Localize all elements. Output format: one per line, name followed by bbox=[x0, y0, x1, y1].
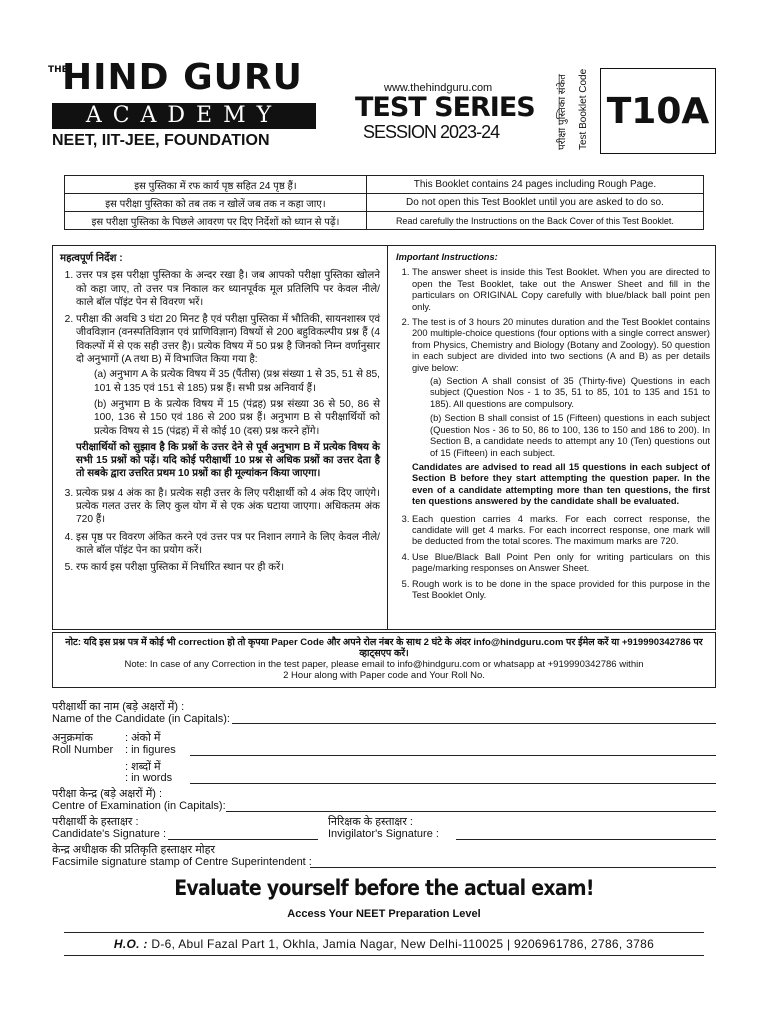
roll-label-hindi: अनुक्रमांक bbox=[52, 732, 93, 744]
logo-academy-text: ACADEMY bbox=[52, 103, 316, 129]
name-field[interactable] bbox=[232, 723, 716, 724]
english-item-4: 4. Use Blue/Black Ball Point Pen only for writing particulars on this page/marking responses on Answer Sheet. bbox=[412, 552, 710, 575]
series-title: TEST SERIES bbox=[355, 92, 535, 123]
candidate-signature-field[interactable] bbox=[168, 839, 318, 840]
address-text: D-6, Abul Fazal Part 1, Okhla, Jamia Nagar, New Delhi-110025 | 9206961786, 2786, 3786 bbox=[147, 937, 655, 951]
head-office-address bbox=[0, 937, 768, 951]
notice-en: This Booklet contains 24 pages including Rough Page. bbox=[366, 176, 703, 194]
centre-label: Centre of Examination (in Capitals): bbox=[52, 800, 226, 812]
english-instructions bbox=[396, 252, 710, 605]
notice-hi: इस परीक्षा पुस्तिका को तब तक न खोलें जब तक न कहा जाए। bbox=[65, 194, 367, 212]
english-item-5: 5. Rough work is to be done in the space provided for this purpose in the Test Booklet Only. bbox=[412, 579, 710, 602]
english-item-2b: (b) Section B shall consist of 15 (Fifteen) questions in each subject (Question Nos - 36 to 50, 86 to 100, 136 to 150 and 186 to 200). In Section B, a candidate needs to attempt any 10 (Ten) questions out of 15 (Fifteen) in each subject. bbox=[430, 413, 710, 458]
booklet-code-label-hindi: परीक्षा पुस्तिका संकेत bbox=[557, 74, 568, 150]
notice-row bbox=[65, 194, 704, 212]
centre-field[interactable] bbox=[226, 811, 716, 812]
invigilator-signature-label-hindi: निरिक्षक के हस्ताक्षर : bbox=[328, 816, 413, 828]
hindi-item-3: 3. प्रत्येक प्रश्न 4 अंक का है। प्रत्येक सही उत्तर के लिए परीक्षार्थी को 4 अंक दिए जाएंगे। प्रत्येक गलत उत्तर के लिए कुल योग में से एक अंक घटाया जाएगा। अधिकतम अंक 720 हैं। bbox=[76, 487, 380, 527]
ho-label: H.O. : bbox=[113, 937, 148, 951]
notice-en: Read carefully the Instructions on the Back Cover of this Test Booklet. bbox=[366, 212, 703, 230]
invigilator-signature-label: Invigilator's Signature : bbox=[328, 828, 439, 840]
footer-rule-bottom bbox=[64, 955, 704, 956]
figures-label-hindi: : अंको में bbox=[125, 732, 161, 744]
note-hindi: नोट: यदि इस प्रश्न पत्र में कोई भी correction हो तो कृपया Paper Code और अपने रोल नंबर के साथ 2 घंटे के अंदर info@hindguru.com पर ईमेल करें या +919990342786 पर व्हाट्सएप करें। bbox=[65, 637, 703, 659]
notice-hi: इस परीक्षा पुस्तिका के पिछले आवरण पर दिए निर्देशों को ध्यान से पढ़ें। bbox=[65, 212, 367, 230]
footer-rule-top bbox=[64, 932, 704, 933]
correction-note bbox=[52, 632, 716, 688]
note-english-line2: 2 Hour along with Paper code and Your Roll No. bbox=[283, 670, 485, 681]
logo-subtitle: NEET, IIT-JEE, FOUNDATION bbox=[52, 132, 270, 149]
stamp-label-hindi: केन्द्र अधीक्षक की प्रतिकृति हस्ताक्षर मोहर bbox=[52, 844, 215, 856]
notice-hi: इस पुस्तिका में रफ कार्य पृष्ठ सहित 24 पृष्ठ हैं। bbox=[65, 176, 367, 194]
centre-label-hindi: परीक्षा केन्द्र (बड़े अक्षरों में) : bbox=[52, 788, 163, 800]
candidate-signature-label-hindi: परीक्षार्थी के हस्ताक्षर : bbox=[52, 816, 139, 828]
invigilator-signature-field[interactable] bbox=[456, 839, 716, 840]
english-item-1: 1. The answer sheet is inside this Test Booklet. When you are directed to open the Test Booklet, take out the Answer Sheet and fill in the particulars on ORIGINAL Copy carefully with blue/black ball point pen only. bbox=[412, 267, 710, 313]
logo-the-text: THE bbox=[48, 65, 68, 75]
booklet-code-label-english: Test Booklet Code bbox=[578, 68, 589, 150]
stamp-field[interactable] bbox=[310, 867, 716, 868]
roll-words-field[interactable] bbox=[190, 783, 716, 784]
words-label: : in words bbox=[125, 772, 173, 784]
hindi-item-1: 1. उत्तर पत्र इस परीक्षा पुस्तिका के अन्दर रखा है। जब आपको परीक्षा पुस्तिका खोलने को कहा जाए, तो उत्तर पत्र निकाल कर ध्यानपूर्वक मूल प्रतिलिपि पर केवल नीले/काले बॉल पॉइंट पेन से विवरण भरें। bbox=[76, 269, 380, 309]
figures-label: : in figures bbox=[125, 744, 176, 756]
website-link[interactable]: www.thehindguru.com bbox=[384, 82, 493, 94]
english-item-2-text: The test is of 3 hours 20 minutes duration and the Test Booklet contains 200 multiple-choice questions (four options with a single correct answer) from Physics, Chemistry and Biology (Botany and Zoology). 50 question in each subject are divided into two sections (A and B) as per details give below: bbox=[412, 317, 710, 373]
stamp-label: Facsimile signature stamp of Centre Superintendent : bbox=[52, 856, 312, 868]
roll-label: Roll Number bbox=[52, 744, 114, 756]
logo-main-text: HIND GURU bbox=[62, 57, 303, 98]
hindi-item-2a: (a) अनुभाग A के प्रत्येक विषय में 35 (पैंतीस) (प्रश्न संख्या 1 से 35, 51 से 85, 101 से 135 एवं 151 से 185) प्रश्न हैं। सभी प्रश्न अनिवार्य हैं। bbox=[94, 369, 380, 394]
booklet-code: T10A bbox=[600, 68, 716, 154]
roll-figures-field[interactable] bbox=[190, 755, 716, 756]
session-label: SESSION 2023-24 bbox=[363, 122, 500, 142]
english-heading: Important Instructions: bbox=[396, 252, 498, 262]
notice-row bbox=[65, 176, 704, 194]
tagline: Evaluate yourself before the actual exam! bbox=[174, 876, 594, 900]
hindi-instructions bbox=[60, 252, 380, 579]
hindi-item-2-text: परीक्षा की अवधि 3 घंटा 20 मिनट है एवं परीक्षा पुस्तिका में भौतिकी, सायनशास्त्र एवं जीवविज्ञान (वनस्पतिविज्ञान एवं प्राणिविज्ञान) विषयों से 200 बहुविकल्पीय प्रश्न हैं (4 विकल्पों में से एक सही उत्तर है)। प्रत्येक विषय में 50 प्रश्न है जिनको निम्न वर्णानुसार दो अनुभागों (A तथा B) में विभाजित किया गया है: bbox=[76, 314, 380, 366]
english-item-3: 3. Each question carries 4 marks. For each correct response, the candidate will get 4 marks. For each incorrect response, one mark will be deducted from the total scores. The maximum marks are 720. bbox=[412, 514, 710, 548]
english-advice: Candidates are advised to read all 15 questions in each subject of Section B before they start attempting the question paper. In the even of a candidate attempting more than ten questions, the first ten questions answered by the candidate shall be evaluated. bbox=[412, 461, 710, 507]
english-item-2 bbox=[412, 317, 710, 508]
name-label-hindi: परीक्षार्थी का नाम (बड़े अक्षरों में) : bbox=[52, 701, 185, 713]
notice-row bbox=[65, 212, 704, 230]
tagline-subtitle: Access Your NEET Preparation Level bbox=[287, 908, 481, 920]
hindi-item-5: 5. रफ कार्य इस परीक्षा पुस्तिका में निर्धारित स्थान पर ही करें। bbox=[76, 561, 380, 574]
hindi-item-2 bbox=[76, 313, 380, 481]
notice-en: Do not open this Test Booklet until you are asked to do so. bbox=[366, 194, 703, 212]
candidate-signature-label: Candidate's Signature : bbox=[52, 828, 167, 840]
hindi-item-2b: (b) अनुभाग B के प्रत्येक विषय में 15 (पंद्रह) प्रश्न संख्या 36 से 50, 86 से 100, 136 से 150 एवं 186 से 200 प्रश्न हैं। अनुभाग B से परीक्षार्थियों को प्रत्येक विषय से 15 (पंद्रह) में से कोई 10 (दस) प्रश्न करने होंगे। bbox=[94, 398, 380, 437]
hindi-item-4: 4. इस पृष्ठ पर विवरण अंकित करने एवं उत्तर पत्र पर निशान लगाने के लिए केवल नीले/काले बॉल पॉइंट पेन का प्रयोग करें। bbox=[76, 531, 380, 558]
note-english-line1: Note: In case of any Correction in the test paper, please email to info@hindguru.com or whatsapp at +919990342786 within bbox=[124, 659, 644, 670]
words-label-hindi: : शब्दों में bbox=[125, 761, 161, 773]
notice-table bbox=[64, 175, 704, 230]
name-label: Name of the Candidate (in Capitals): bbox=[52, 713, 230, 725]
hindi-heading: महत्वपूर्ण निर्देश : bbox=[60, 253, 123, 264]
hindi-advice: परीक्षार्थियों को सुझाव है कि प्रश्नों के उत्तर देने से पूर्व अनुभाग B में प्रत्येक विषय के सभी 15 प्रश्नों को पढ़ें। यदि कोई परीक्षार्थी 10 प्रश्न से अधिक प्रश्नों का उत्तर देता है तो सबके द्वारा उत्तरित प्रथम 10 प्रश्नों का ही मूल्यांकन किया जाएगा। bbox=[76, 441, 380, 480]
column-divider bbox=[387, 245, 388, 630]
english-item-2a: (a) Section A shall consist of 35 (Thirty-five) Questions in each subject (Question Nos - 1 to 35, 51 to 85, 101 to 135 and 151 to 185). All questions are compulsory. bbox=[430, 376, 710, 409]
